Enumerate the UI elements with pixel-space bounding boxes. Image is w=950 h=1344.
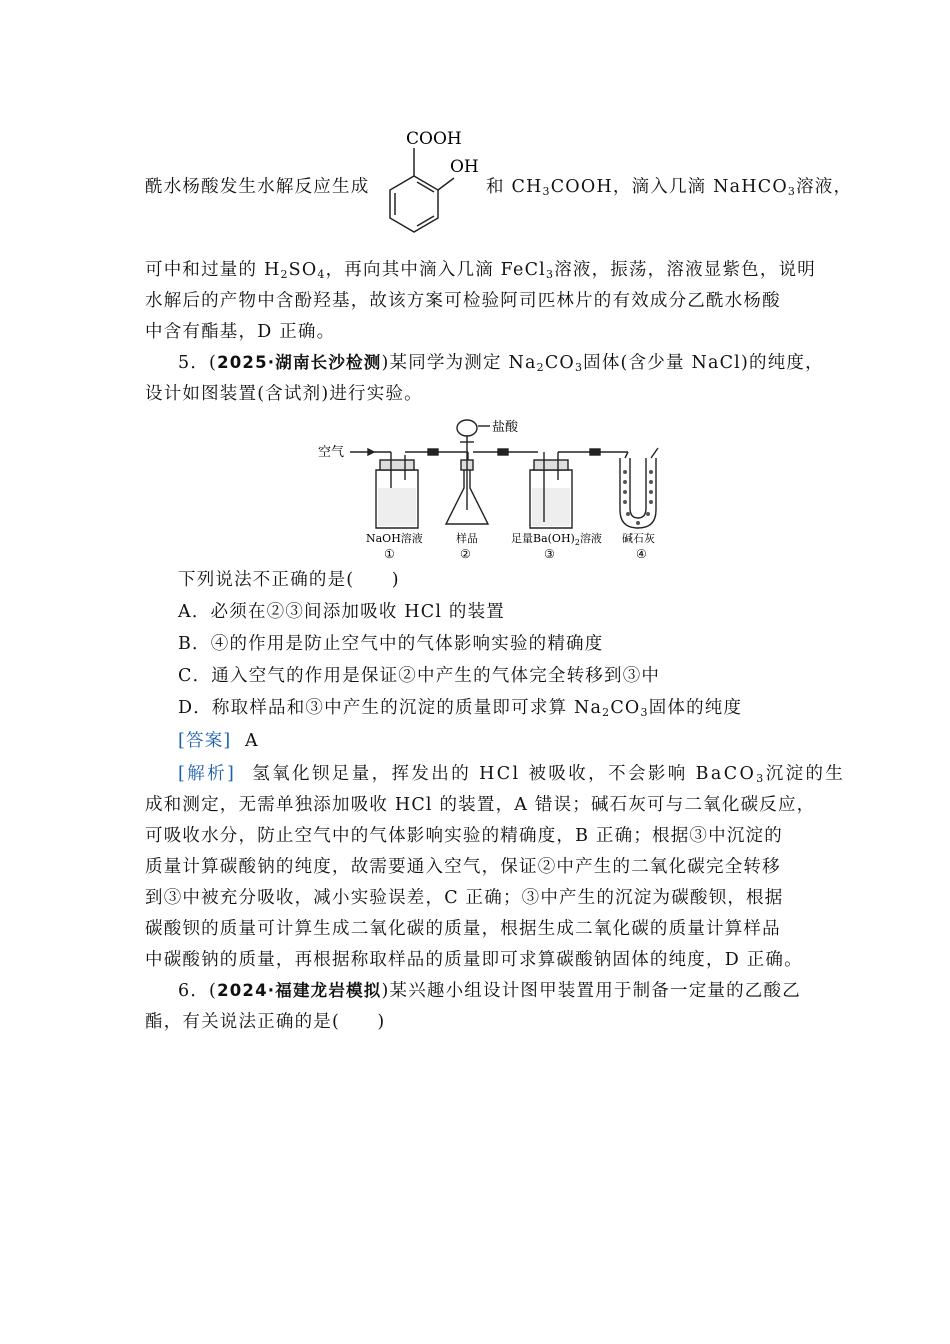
question-6-stem	[178, 979, 801, 1003]
question-prompt: 下列说法不正确的是( )	[178, 570, 400, 590]
tube-joint	[428, 449, 438, 455]
text-line	[145, 175, 369, 199]
apparatus-figure	[318, 410, 678, 562]
text-span: ，再向其中滴入几滴 FeCl	[325, 260, 546, 280]
text-line: 设计如图装置(含试剂)进行实验。	[145, 384, 423, 404]
tube-joint	[590, 449, 600, 455]
subscript: 3	[545, 268, 555, 281]
text-line: 酯，有关说法正确的是( )	[145, 1012, 386, 1032]
naoh-label: NaOH溶液	[366, 532, 423, 545]
text-span: 5．(	[178, 353, 218, 373]
separatory-funnel	[457, 420, 477, 436]
benzene-ring	[390, 176, 438, 232]
text-span: )某兴趣小组设计图甲装置用于制备一定量的乙酸乙	[381, 981, 801, 1001]
number-4: ④	[636, 547, 647, 561]
subscript: 2	[602, 706, 611, 719]
text-span: 可中和过量的 H	[145, 260, 281, 280]
text-span: 足量Ba(OH)	[511, 532, 575, 545]
analysis-line: 到③中被充分吸收，减小实验误差，C 正确；③中产生的沉淀为碳酸钡，根据	[145, 888, 784, 908]
oh-bond	[438, 178, 454, 190]
subscript: 3	[787, 185, 797, 198]
option-b: B．④的作用是防止空气中的气体影响实验的精确度	[178, 634, 604, 654]
text-span: 酰水杨酸发生水解反应生成	[145, 177, 370, 197]
answer-value: A	[245, 731, 259, 751]
text-span: 溶液，	[796, 177, 853, 197]
u-tube-inner	[630, 458, 646, 518]
analysis-line: 中碳酸钠的质量，再根据称取样品的质量即可求算碳酸钠固体的纯度，D 正确。	[145, 950, 803, 970]
answer-tag: [答案]	[178, 731, 232, 751]
text-span: CO	[610, 698, 641, 718]
subscript: 3	[574, 361, 584, 374]
analysis-line: 碳酸钡的质量可计算生成二氧化碳的质量，根据生成二氧化碳的质量计算样品	[145, 919, 781, 939]
text-span: 固体(含少量 NaCl)的纯度，	[583, 353, 824, 373]
sample-label: 样品	[456, 532, 478, 545]
text-line	[145, 258, 816, 282]
soda-lime-granules	[623, 470, 653, 525]
analysis-line: 质量计算碳酸钠的纯度，故需要通入空气，保证②中产生的二氧化碳完全转移	[145, 857, 781, 877]
soda-lime-label: 碱石灰	[622, 532, 655, 545]
text-span: SO	[288, 260, 318, 280]
text-span: 沉淀的生	[765, 764, 846, 784]
subscript: 3	[640, 706, 649, 719]
analysis-tag: [解析]	[178, 764, 237, 784]
number-1: ①	[384, 547, 395, 561]
question-5-stem	[178, 351, 824, 375]
analysis-line	[178, 762, 845, 786]
salicylic-acid-structure	[380, 120, 490, 250]
subscript: 4	[317, 268, 326, 281]
number-2: ②	[460, 547, 471, 561]
text-span: 和 CH	[486, 177, 543, 197]
text-line: 水解后的产物中含酚羟基，故该方案可检验阿司匹林片的有效成分乙酰水杨酸	[145, 291, 781, 311]
tube	[651, 448, 658, 458]
text-line	[486, 175, 852, 199]
analysis-line: 可吸收水分，防止空气中的气体影响实验的精确度，B 正确；根据③中沉淀的	[145, 826, 783, 846]
subscript: 2	[574, 538, 580, 547]
baoh2-solution	[532, 488, 570, 526]
option-c: C．通入空气的作用是保证②中产生的气体完全转移到③中	[178, 666, 661, 686]
acid-label: 盐酸	[492, 420, 519, 435]
cooh-label: COOH	[406, 129, 462, 149]
option-d	[178, 696, 742, 720]
tube-joint	[498, 449, 508, 455]
text-span: 6．(	[178, 981, 218, 1001]
answer-line	[178, 729, 259, 753]
stopper-1	[380, 460, 414, 470]
text-line: 中含有酯基，D 正确。	[145, 322, 336, 342]
text-span: 固体的纯度	[648, 698, 743, 718]
subscript: 3	[542, 185, 551, 198]
stopper-3	[534, 460, 568, 470]
number-3: ③	[544, 547, 555, 561]
text-span: 溶液	[579, 532, 602, 545]
text-span: D．称取样品和③中产生的沉淀的质量即可求算 Na	[178, 698, 603, 718]
subscript: 2	[536, 361, 545, 374]
text-span: CO	[544, 353, 575, 373]
text-span: COOH，滴入几滴 NaHCO	[550, 177, 788, 197]
baoh2-label	[511, 531, 602, 547]
oh-label: OH	[450, 157, 479, 177]
question-source: 2025·湖南长沙检测	[217, 353, 382, 372]
arrow-head	[368, 449, 374, 455]
subscript: 3	[756, 772, 766, 785]
analysis-line: 成和测定，无需单独添加吸收 HCl 的装置，A 错误；碱石灰可与二氧化碳反应，	[145, 795, 816, 815]
option-a: A．必须在②③间添加吸收 HCl 的装置	[178, 602, 506, 622]
text-span: )某同学为测定 Na	[381, 353, 537, 373]
text-span: 氢氧化钡足量，挥发出的 HCl 被吸收，不会影响 BaCO	[252, 764, 757, 784]
question-source: 2024·福建龙岩模拟	[217, 981, 382, 1000]
air-label: 空气	[318, 445, 345, 460]
text-span: 溶液，振荡，溶液显紫色，说明	[554, 260, 816, 280]
naoh-solution	[378, 488, 416, 526]
subscript: 2	[280, 268, 289, 281]
tube	[625, 452, 628, 458]
